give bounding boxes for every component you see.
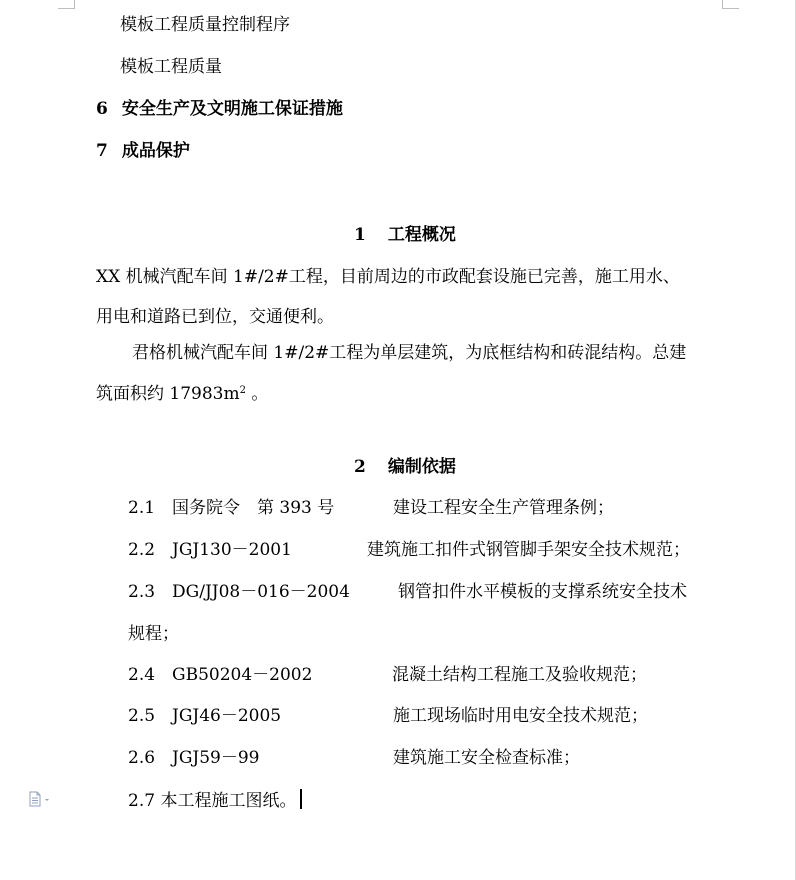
section-1-para2-line1: 君格机械汽配车间 1#/2#工程为单层建筑，为底框结构和砖混结构。总建	[132, 343, 687, 363]
last-reference-line[interactable]	[128, 789, 302, 812]
total-area-period: 。	[245, 384, 269, 404]
reference-name: 混凝土结构工程施工及验收规范；	[392, 665, 647, 685]
area-unit-superscript: 2	[239, 385, 246, 396]
reference-code: JGJ59－99	[172, 748, 260, 768]
section-1-heading	[354, 224, 456, 246]
toc-item-7-label: 成品保护	[121, 141, 190, 161]
toc-item-formwork-quality: 模板工程质量	[120, 57, 222, 77]
reference-name: 建设工程安全生产管理条例；	[393, 498, 614, 518]
section-1-num: 1	[354, 225, 366, 245]
toc-item-7-num: 7	[96, 141, 108, 161]
reference-name: 建筑施工扣件式钢管脚手架安全技术规范；	[367, 540, 690, 560]
reference-code: 国务院令 第 393 号	[172, 498, 335, 518]
section-1-para1-line1: XX 机械汽配车间 1#/2#工程，目前周边的市政配套设施已完善，施工用水、	[96, 267, 680, 287]
reference-num: 2.3	[128, 582, 156, 602]
section-2-title: 编制依据	[387, 457, 456, 477]
reference-num: 2.5	[128, 706, 156, 726]
reference-code: GB50204－2002	[172, 665, 313, 685]
toc-item-formwork-quality-control: 模板工程质量控制程序	[120, 15, 290, 35]
toc-item-6-num: 6	[96, 99, 108, 119]
section-1-para2-line2	[96, 380, 268, 405]
toc-item-6-label: 安全生产及文明施工保证措施	[121, 99, 343, 119]
reference-num: 2.2	[128, 540, 156, 560]
reference-code: JGJ46－2005	[172, 706, 282, 726]
section-2-heading	[354, 456, 456, 478]
section-2-num: 2	[354, 457, 366, 477]
reference-num: 2.4	[128, 665, 156, 685]
margin-corner-mark-left	[58, 0, 75, 9]
drawings-reference: 2.7 本工程施工图纸。	[128, 791, 297, 811]
section-1-para1-line2: 用电和道路已到位，交通便利。	[96, 307, 334, 327]
margin-corner-mark-right	[722, 0, 739, 9]
section-1-title: 工程概况	[387, 225, 456, 245]
reference-code: JGJ130－2001	[172, 540, 292, 560]
reference-num: 2.1	[128, 498, 156, 518]
paste-options-icon[interactable]	[28, 791, 52, 807]
toc-item-6	[96, 98, 343, 120]
total-area-text: 筑面积约 17983m	[96, 384, 240, 404]
reference-code: DG/JJ08－016－2004	[172, 582, 350, 602]
reference-num: 2.6	[128, 748, 156, 768]
reference-code-wrap: 规程；	[128, 624, 179, 644]
toc-item-7	[96, 140, 190, 162]
reference-name: 施工现场临时用电安全技术规范；	[393, 706, 648, 726]
reference-name: 建筑施工安全检查标准；	[393, 748, 580, 768]
reference-name: 钢管扣件水平模板的支撑系统安全技术	[398, 582, 687, 602]
text-cursor	[300, 789, 302, 809]
